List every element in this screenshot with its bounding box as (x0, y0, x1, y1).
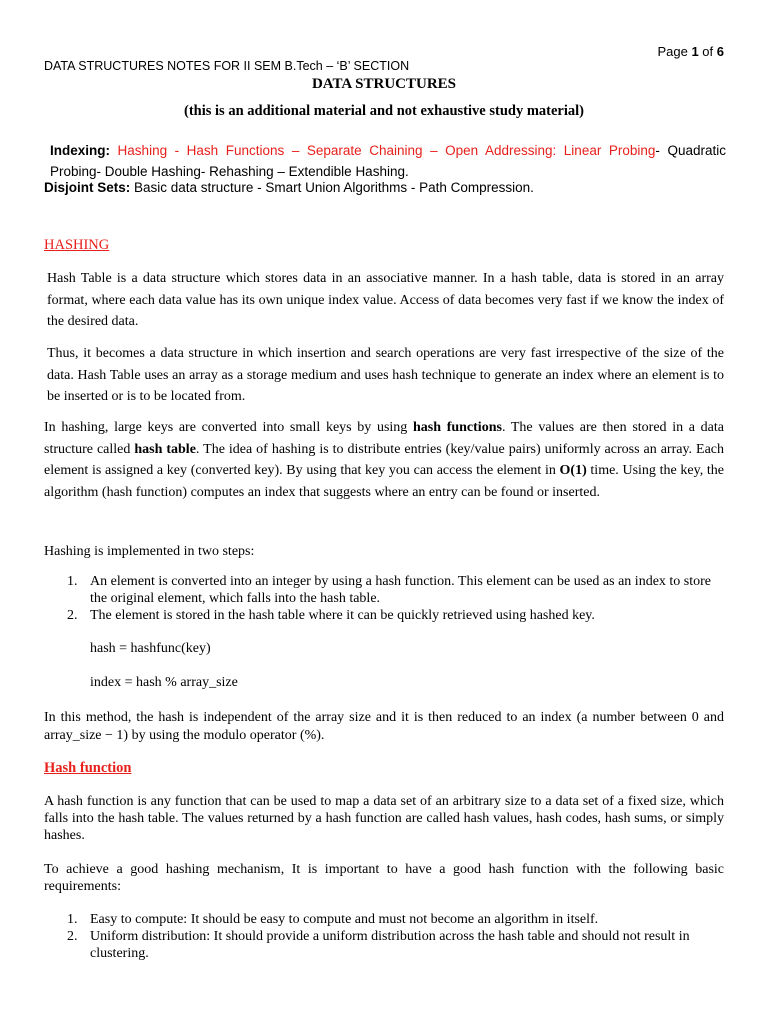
document-title: DATA STRUCTURES (311, 76, 457, 92)
page-total: 6 (716, 44, 724, 59)
list-item-requirement-2: 2. Uniform distribution: It should provide a uniform distribution across the hash table and should not result in clustering. (67, 929, 690, 961)
hash-function-heading: Hash function (44, 760, 132, 776)
paragraph-modulo: In this method, the hash is independent of the array size and it is then reduced to an index (a number between 0 and array_size − 1) by using the modulo operator (%). (44, 710, 724, 743)
document-subtitle: (this is an additional material and not exhaustive study material) (184, 103, 584, 119)
paragraph-requirements-intro: To achieve a good hashing mechanism, It is important to have a good hash function with the following basic requirements: (44, 862, 724, 894)
paragraph-hash-table-speed: Thus, it becomes a data structure in which insertion and search operations are very fast irrespective of the size of the data. Hash Table uses an array as a storage medium and uses hash technique to generate an index where an element is to be inserted or is to be located from. (47, 346, 724, 405)
course-header: DATA STRUCTURES NOTES FOR II SEM B.Tech – ‘B’ SECTION (44, 59, 410, 73)
disjoint-topics: Disjoint Sets: Basic data structure - Smart Union Algorithms - Path Compression. (44, 180, 534, 195)
disjoint-label: Disjoint Sets: (44, 180, 131, 195)
indexing-rest: - Quadratic Probing- Double Hashing- Rehashing – Extendible Hashing. (50, 143, 726, 179)
paragraph-two-steps: Hashing is implemented in two steps: (44, 544, 255, 559)
paragraph-hashing-intro: In hashing, large keys are converted into small keys by using hash functions. The values are then stored in a data structure called hash table. The idea of hashing is to distribute entries (key/value pairs) uniformly across an array. Each element is assigned a key (converted key). By using that key you can access the element in O(1) time. Using the key, the algorithm (hash function) computes an index that suggests where an entry can be found or inserted. (44, 420, 725, 500)
paragraph-hash-table: Hash Table is a data structure which stores data in an associative manner. In a hash table, data is stored in an array format, where each data value has its own unique index value. Access of data becomes very fast if we know the index of the desired data. (47, 271, 724, 330)
code-index-line: index = hash % array_size (90, 675, 238, 690)
indexing-topics (50, 140, 726, 182)
paragraph-hash-function-definition: A hash function is any function that can be used to map a data set of an arbitrary size to a data set of a fixed size, which falls into the hash table. The values returned by a hash function are called hash values, hash codes, hash sums, or simply hashes. (44, 794, 724, 843)
indexing-highlight: Hashing - Hash Functions – Separate Chaining – Open Addressing: Linear Probing (110, 143, 656, 158)
hashing-heading: HASHING (44, 237, 110, 253)
list-item-step-2: 2. The element is stored in the hash table where it can be quickly retrieved using hashed key. (67, 608, 595, 623)
list-item-requirement-1: 1. Easy to compute: It should be easy to compute and must not become an algorithm in itself. (67, 912, 599, 927)
page-number: Page 1 of 6 (657, 44, 724, 59)
indexing-label: Indexing: (50, 143, 110, 158)
page-current: 1 (691, 44, 699, 59)
code-hash-line: hash = hashfunc(key) (90, 641, 211, 656)
list-item-step-1: 1. An element is converted into an integer by using a hash function. This element can be used as an index to store the original element, which falls into the hash table. (67, 574, 712, 606)
